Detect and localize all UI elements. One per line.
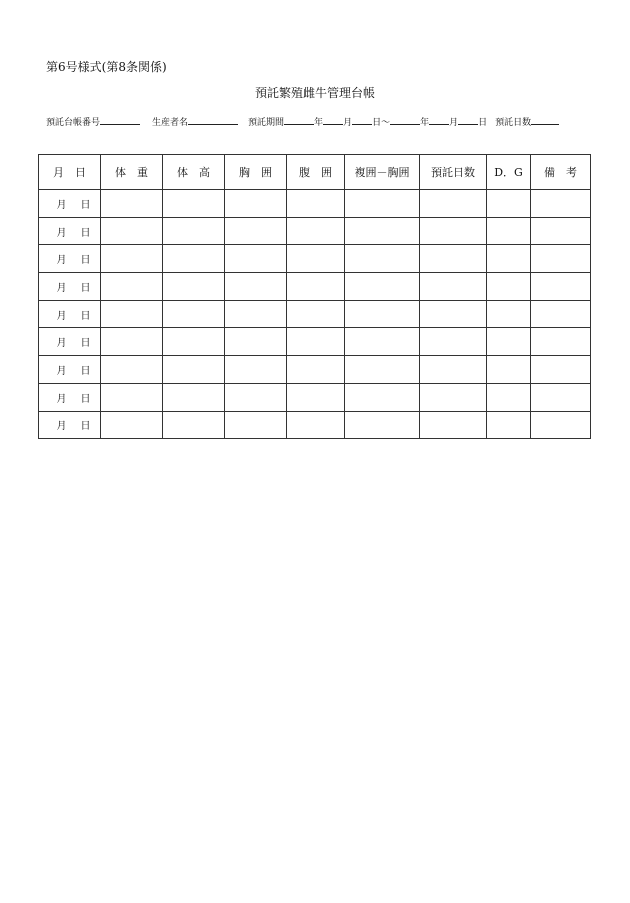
- belly-girth-cell[interactable]: [287, 273, 345, 301]
- period-end-year-field[interactable]: [390, 115, 420, 125]
- height-cell[interactable]: [163, 245, 225, 273]
- ledger-number-label: 預託台帳番号: [46, 118, 101, 128]
- deposit-days-cell[interactable]: [420, 217, 487, 245]
- date-cell[interactable]: [39, 300, 101, 328]
- remarks-cell[interactable]: [531, 245, 591, 273]
- girth-difference-cell[interactable]: [345, 273, 420, 301]
- height-cell[interactable]: [163, 411, 225, 439]
- belly-girth-cell[interactable]: [287, 383, 345, 411]
- month-label: 月: [56, 255, 67, 267]
- girth-difference-cell[interactable]: [345, 217, 420, 245]
- chest-girth-cell[interactable]: [225, 411, 287, 439]
- column-header-remarks: 備 考: [531, 155, 591, 190]
- girth-difference-cell[interactable]: [345, 356, 420, 384]
- table-row: [39, 190, 591, 218]
- date-cell[interactable]: [39, 245, 101, 273]
- daily-gain-cell[interactable]: [487, 411, 531, 439]
- table-row: [39, 328, 591, 356]
- weight-cell[interactable]: [101, 383, 163, 411]
- column-header-weight: 体 重: [101, 155, 163, 190]
- column-header-girth-difference: 複囲－胸囲: [345, 155, 420, 190]
- date-cell[interactable]: [39, 190, 101, 218]
- column-header-height: 体 高: [163, 155, 225, 190]
- daily-gain-cell[interactable]: [487, 190, 531, 218]
- period-start-month-unit: 月: [343, 118, 353, 128]
- chest-girth-cell[interactable]: [225, 273, 287, 301]
- belly-girth-cell[interactable]: [287, 300, 345, 328]
- deposit-days-cell[interactable]: [420, 411, 487, 439]
- period-end-month-field[interactable]: [429, 115, 449, 125]
- table-row: [39, 245, 591, 273]
- height-cell[interactable]: [163, 328, 225, 356]
- height-cell[interactable]: [163, 273, 225, 301]
- belly-girth-cell[interactable]: [287, 217, 345, 245]
- period-end-month-unit: 月: [449, 118, 459, 128]
- deposit-days-field[interactable]: [531, 115, 559, 125]
- remarks-cell[interactable]: [531, 411, 591, 439]
- deposit-days-cell[interactable]: [420, 356, 487, 384]
- day-label: 日: [80, 393, 91, 405]
- remarks-cell[interactable]: [531, 356, 591, 384]
- day-label: 日: [80, 227, 91, 239]
- producer-name-label: 生産者名: [152, 118, 189, 128]
- daily-gain-cell[interactable]: [487, 356, 531, 384]
- month-label: 月: [56, 199, 67, 211]
- ledger-number-field[interactable]: [100, 115, 140, 125]
- table-row: [39, 300, 591, 328]
- weight-cell[interactable]: [101, 300, 163, 328]
- girth-difference-cell[interactable]: [345, 300, 420, 328]
- column-header-chest-girth: 胸 囲: [225, 155, 287, 190]
- day-label: 日: [80, 310, 91, 322]
- chest-girth-cell[interactable]: [225, 356, 287, 384]
- deposit-days-cell[interactable]: [420, 328, 487, 356]
- girth-difference-cell[interactable]: [345, 245, 420, 273]
- date-cell[interactable]: [39, 411, 101, 439]
- date-cell[interactable]: [39, 383, 101, 411]
- period-end-day-field[interactable]: [458, 115, 478, 125]
- girth-difference-cell[interactable]: [345, 328, 420, 356]
- table-row: [39, 356, 591, 384]
- remarks-cell[interactable]: [531, 383, 591, 411]
- column-header-deposit-days: 預託日数: [420, 155, 487, 190]
- belly-girth-cell[interactable]: [287, 245, 345, 273]
- table-row: [39, 273, 591, 301]
- period-start-year-field[interactable]: [284, 115, 314, 125]
- remarks-cell[interactable]: [531, 190, 591, 218]
- daily-gain-cell[interactable]: [487, 273, 531, 301]
- remarks-cell[interactable]: [531, 273, 591, 301]
- date-cell[interactable]: [39, 273, 101, 301]
- height-cell[interactable]: [163, 300, 225, 328]
- deposit-days-cell[interactable]: [420, 383, 487, 411]
- period-label: 預託期間: [248, 118, 285, 128]
- day-label: 日: [80, 338, 91, 350]
- period-start-year-unit: 年: [314, 118, 324, 128]
- chest-girth-cell[interactable]: [225, 245, 287, 273]
- month-label: 月: [56, 365, 67, 377]
- weight-cell[interactable]: [101, 190, 163, 218]
- height-cell[interactable]: [163, 190, 225, 218]
- table-row: [39, 383, 591, 411]
- form-number: 第6号様式(第8条関係): [46, 60, 167, 74]
- daily-gain-cell[interactable]: [487, 217, 531, 245]
- deposit-days-cell[interactable]: [420, 300, 487, 328]
- month-label: 月: [56, 227, 67, 239]
- weight-cell[interactable]: [101, 273, 163, 301]
- period-start-day-unit: 日～: [372, 118, 391, 128]
- remarks-cell[interactable]: [531, 328, 591, 356]
- column-header-belly-girth: 腹 囲: [287, 155, 345, 190]
- belly-girth-cell[interactable]: [287, 190, 345, 218]
- period-end-day-unit: 日: [478, 118, 488, 128]
- producer-name-field[interactable]: [188, 115, 238, 125]
- belly-girth-cell[interactable]: [287, 356, 345, 384]
- period-start-day-field[interactable]: [352, 115, 372, 125]
- chest-girth-cell[interactable]: [225, 383, 287, 411]
- management-ledger-table: [38, 154, 591, 439]
- remarks-cell[interactable]: [531, 300, 591, 328]
- column-header-date: 月 日: [39, 155, 101, 190]
- deposit-days-cell[interactable]: [420, 190, 487, 218]
- girth-difference-cell[interactable]: [345, 190, 420, 218]
- period-end-year-unit: 年: [420, 118, 430, 128]
- weight-cell[interactable]: [101, 328, 163, 356]
- chest-girth-cell[interactable]: [225, 300, 287, 328]
- daily-gain-cell[interactable]: [487, 383, 531, 411]
- remarks-cell[interactable]: [531, 217, 591, 245]
- page-title: 預託繁殖雌牛管理台帳: [254, 86, 375, 100]
- chest-girth-cell[interactable]: [225, 328, 287, 356]
- weight-cell[interactable]: [101, 411, 163, 439]
- chest-girth-cell[interactable]: [225, 217, 287, 245]
- day-label: 日: [80, 255, 91, 267]
- table-row: [39, 411, 591, 439]
- day-label: 日: [80, 282, 91, 294]
- period-start-month-field[interactable]: [323, 115, 343, 125]
- month-label: 月: [56, 310, 67, 322]
- ledger-meta-line: [46, 115, 559, 128]
- date-cell[interactable]: [39, 356, 101, 384]
- month-label: 月: [56, 421, 67, 433]
- girth-difference-cell[interactable]: [345, 411, 420, 439]
- date-cell[interactable]: [39, 328, 101, 356]
- height-cell[interactable]: [163, 217, 225, 245]
- daily-gain-cell[interactable]: [487, 300, 531, 328]
- month-label: 月: [56, 282, 67, 294]
- day-label: 日: [80, 199, 91, 211]
- belly-girth-cell[interactable]: [287, 328, 345, 356]
- day-label: 日: [80, 421, 91, 433]
- month-label: 月: [56, 338, 67, 350]
- day-label: 日: [80, 365, 91, 377]
- date-cell[interactable]: [39, 217, 101, 245]
- weight-cell[interactable]: [101, 356, 163, 384]
- deposit-days-cell[interactable]: [420, 245, 487, 273]
- column-header-daily-gain: D．G: [487, 155, 531, 190]
- daily-gain-cell[interactable]: [487, 245, 531, 273]
- table-header-row: [39, 155, 591, 190]
- height-cell[interactable]: [163, 383, 225, 411]
- girth-difference-cell[interactable]: [345, 383, 420, 411]
- deposit-days-cell[interactable]: [420, 273, 487, 301]
- chest-girth-cell[interactable]: [225, 190, 287, 218]
- table-row: [39, 217, 591, 245]
- deposit-days-label: 預託日数: [495, 118, 532, 128]
- daily-gain-cell[interactable]: [487, 328, 531, 356]
- height-cell[interactable]: [163, 356, 225, 384]
- weight-cell[interactable]: [101, 245, 163, 273]
- belly-girth-cell[interactable]: [287, 411, 345, 439]
- weight-cell[interactable]: [101, 217, 163, 245]
- month-label: 月: [56, 393, 67, 405]
